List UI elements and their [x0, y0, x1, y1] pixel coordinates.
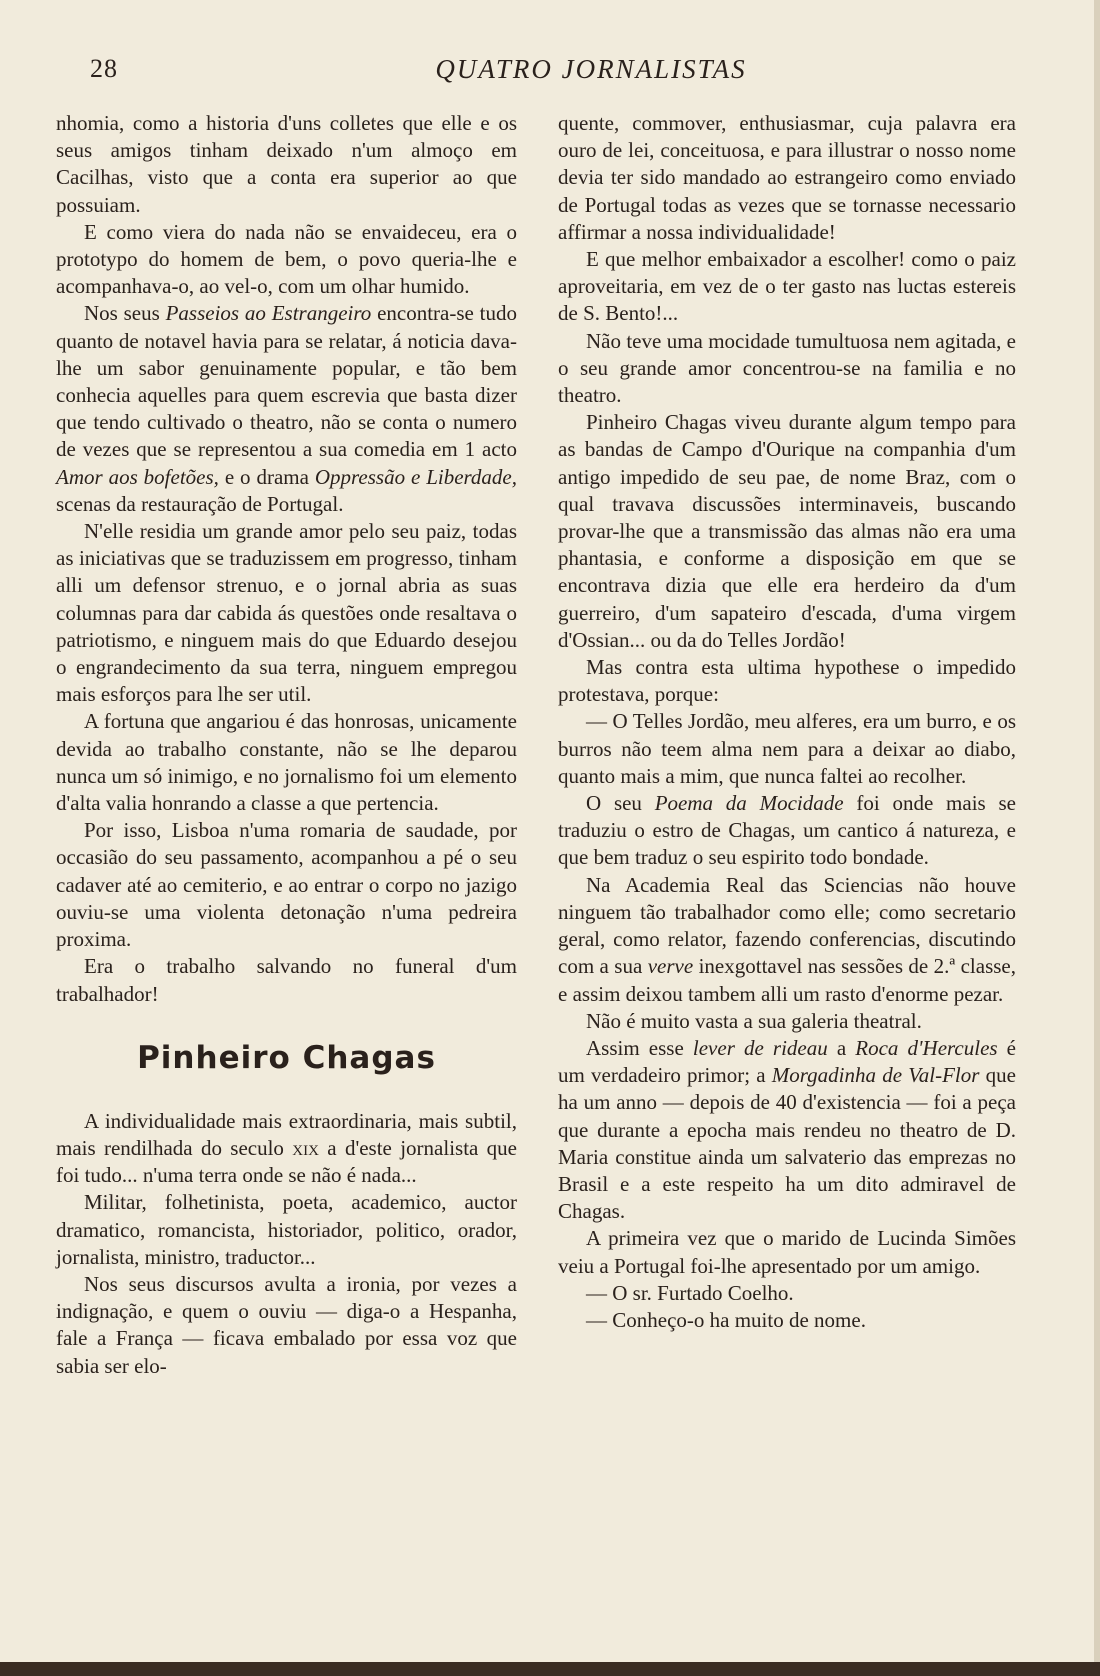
running-title: QUATRO JORNALISTAS — [435, 54, 747, 84]
poem-title: Poema da Mocidade — [654, 791, 844, 816]
play-title: Amor aos bofetões, — [56, 464, 219, 489]
paragraph: Militar, folhetinista, poeta, academico, auctor dramatico, romancista, historiador, politico, orador, jornalista, ministro, traductor... — [56, 1190, 517, 1269]
paragraph: A fortuna que angariou é das honrosas, unicamente devida ao trabalho constante, não se lhe deparou nunca um só inimigo, e no jornalismo foi um elemento d'alta valia honrando a classe a que pertencia. — [56, 709, 517, 816]
dialogue-line: — O sr. Furtado Coelho. — [586, 1280, 794, 1305]
paragraph: N'elle residia um grande amor pelo seu paiz, todas as iniciativas que se traduzissem em progresso, tinham alli um defensor strenuo, e o jornal abria as suas columnas para dar cabida ás questões onde resaltava o patriotismo, e ninguem mais do que Eduardo desejou o engrandecimento da sua terra, ninguem empregou mais esforços para lhe ser util. — [56, 519, 517, 707]
book-title: Passeios ao Estrangeiro — [165, 301, 372, 326]
paragraph: A individualidade mais extraordinaria, mais subtil, mais rendilhada do seculo xix a d'este jornalista que foi tudo... n'uma terra onde se não é nada... — [56, 1108, 518, 1188]
paragraph: Pinheiro Chagas viveu durante algum tempo para as bandas de Campo d'Ourique na companhia d'um antigo impedido de seu pae, de nome Braz, com o qual travava discussões interminaveis, buscando provar-lhe que a transmissão das almas não era uma phantasia, e conforme a disposição em que se encontrava dizia que elle era herdeiro da d'um guerreiro, d'um sapateiro d'escada, d'uma virgem d'Ossian... ou da do Telles Jordão! — [558, 410, 1016, 652]
paragraph: Na Academia Real das Sciencias não houve ninguem tão trabalhador como elle; como secretario geral, como relator, fazendo conferencias, discutindo com a sua verve inexgottavel nas sessões de 2.ª classe, e assim deixou tambem alli um rasto d'enorme pezar. — [558, 872, 1016, 1006]
dialogue-line: — O Telles Jordão, meu alferes, era um burro, e os burros não teem alma nem para a deixar ao diabo, quanto mais a mim, que nunca faltei ao recolher. — [558, 709, 1016, 788]
play-title: Roca d'Hercules — [855, 1035, 998, 1060]
paragraph: E como viera do nada não se envaideceu, era o prototypo do homem de bem, o povo queria-lhe e acompanhava-o, ao vel-o, com um olhar humido. — [56, 219, 517, 299]
paragraph: Era o trabalho salvando no funeral d'um trabalhador! — [56, 954, 517, 1006]
italic-term: lever de rideau — [692, 1035, 828, 1060]
paragraph: Assim esse lever de rideau a Roca d'Hercules é um verdadeiro primor; a Morgadinha de Val-Flor que ha um anno — depois de 40 d'existencia — foi a peça que durante a epocha mais rendeu no theatro de D. Maria constitue ainda um salvaterio das emprezas no Brasil e a este respeito ha um dito admiravel de Chagas. — [558, 1035, 1016, 1224]
right-column — [558, 110, 1016, 1334]
italic-term: verve — [647, 954, 694, 979]
paragraph: Não teve uma mocidade tumultuosa nem agitada, e o seu grande amor concentrou-se na familia e no theatro. — [558, 328, 1016, 408]
left-column — [56, 110, 517, 1380]
paragraph: Nos seus Passeios ao Estrangeiro encontra-se tudo quanto de notavel havia para se relatar, á noticia dava-lhe um sabor genuinamente popular, e tão bem conhecia aquelles para quem escrevia que basta dizer que tendo cultivado o theatro, não se conta o numero de vezes que se representou a sua comedia em 1 acto Amor aos bofetões, e o drama Oppressão e Liberdade, scenas da restauração de Portugal. — [56, 301, 518, 516]
paragraph: Não é muito vasta a sua galeria theatral. — [586, 1008, 922, 1033]
play-title: Oppressão e Liberdade, — [314, 464, 518, 489]
century-numeral: xix — [292, 1135, 319, 1160]
page-edge — [1094, 0, 1100, 1662]
dialogue-line: — Conheço-o ha muito de nome. — [586, 1307, 866, 1332]
paragraph: quente, commover, enthusiasmar, cuja palavra era ouro de lei, conceituosa, e para illustrar o nosso nome devia ter sido mandado ao estrangeiro como enviado de Portugal todas as vezes que se tornasse necessario affirmar a nossa individualidade! — [558, 111, 1016, 244]
paragraph: Por isso, Lisboa n'uma romaria de saudade, por occasião do seu passamento, acompanhou a pé o seu cadaver até ao cemiterio, e ao entrar o corpo no jazigo ouviu-se uma violenta detonação n'uma pedreira proxima. — [56, 818, 517, 952]
running-head — [82, 50, 1040, 90]
paragraph: O seu Poema da Mocidade foi onde mais se traduziu o estro de Chagas, um cantico á natureza, e que bem traduz o seu espirito todo bondade. — [558, 791, 1016, 870]
play-title: Morgadinha de Val-Flor — [771, 1063, 980, 1088]
paragraph: E que melhor embaixador a escolher! como o paiz aproveitaria, em vez de o ter gasto nas luctas estereis de S. Bento!... — [558, 247, 1016, 326]
paragraph: Nos seus discursos avulta a ironia, por vezes a indignação, e quem o ouviu — diga-o a Hespanha, fale a França — ficava embalado por essa voz que sabia ser elo- — [56, 1271, 517, 1378]
paragraph: nhomia, como a historia d'uns colletes que elle e os seus amigos tinham deixado n'um almoço em Cacilhas, visto que a conta era superior ao que possuiam. — [56, 111, 517, 217]
page-number: 28 — [90, 54, 118, 83]
section-heading: Pinheiro Chagas — [137, 1039, 436, 1076]
paragraph: Mas contra esta ultima hypothese o impedido protestava, porque: — [558, 655, 1016, 707]
paragraph: A primeira vez que o marido de Lucinda Simões veiu a Portugal foi-lhe apresentado por um amigo. — [558, 1226, 1016, 1278]
